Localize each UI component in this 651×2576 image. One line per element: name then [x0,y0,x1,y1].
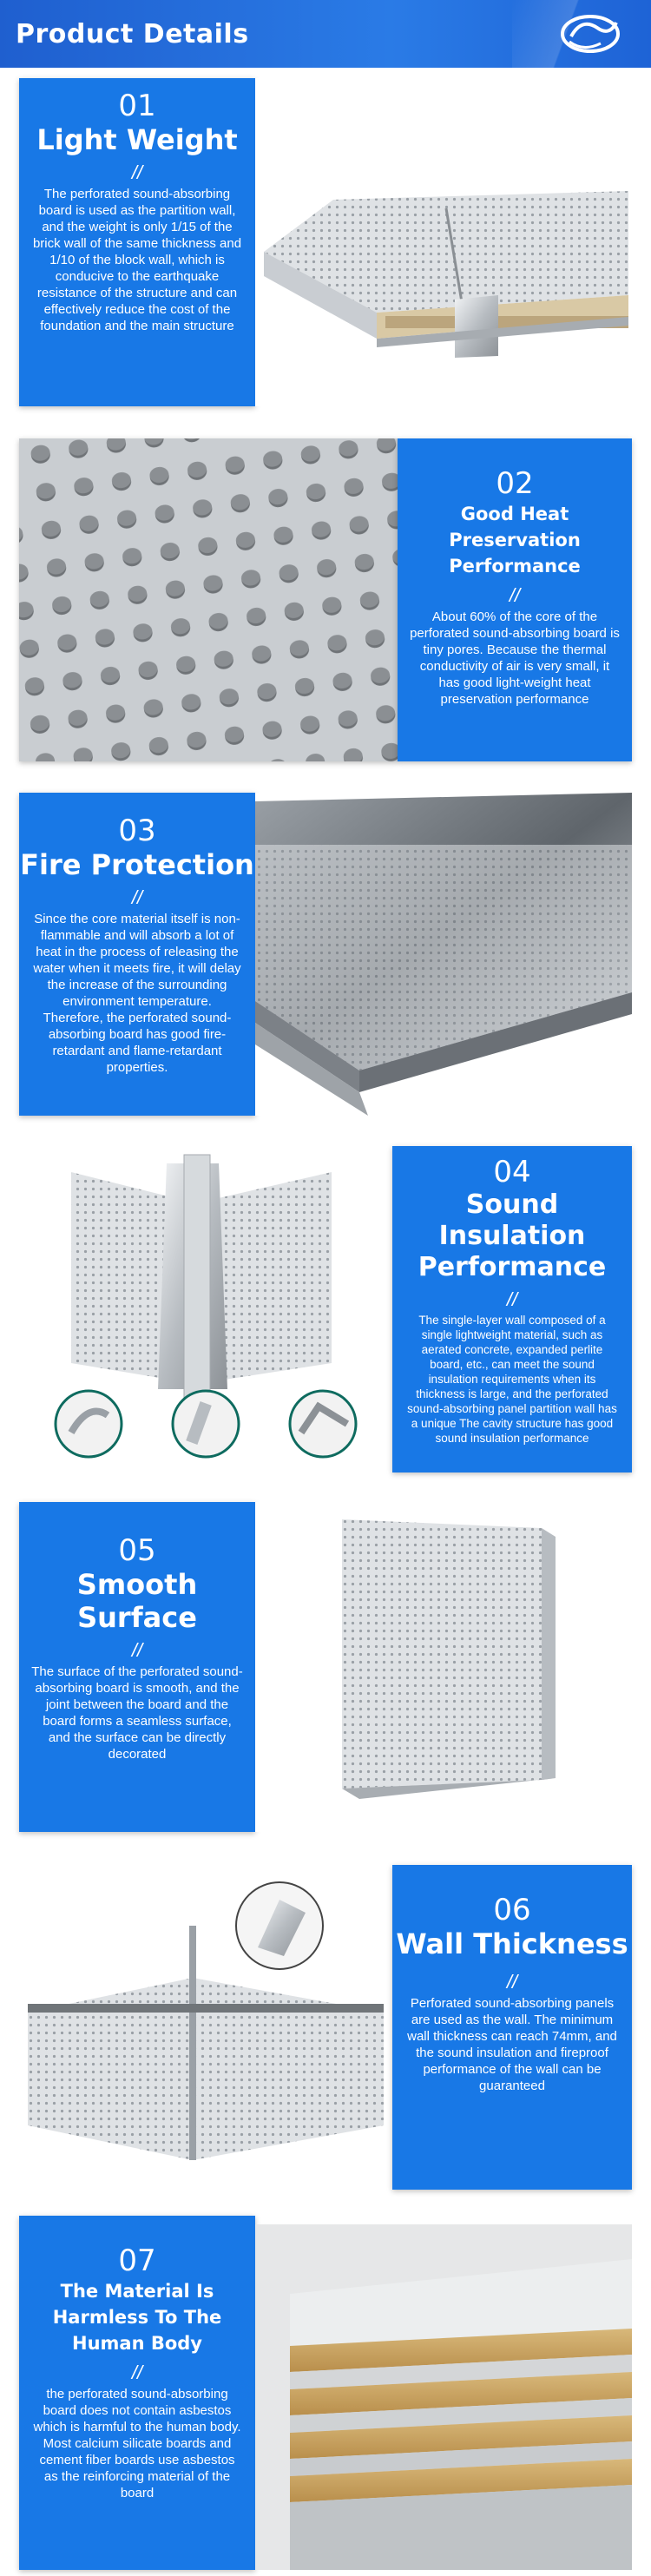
feature-title: The Material Is Harmless To The Human Body [52,2281,222,2354]
feature-card [392,1146,632,1472]
feature-section-smooth-surface [0,1502,651,1837]
feature-number: 03 [118,814,156,848]
feature-divider: // [131,161,143,183]
feature-description: Since the core material itself is non-flammable and will absorb a lot of heat in the process of releasing the water when it meets fire, it will delay the increase of the surrounding environment temperature. Therefore, the perforated sound-absorbing board has good fire-retardant and flame-retardant properties. [33,912,241,1075]
feature-title: Good Heat Preservation Performance [449,504,581,576]
product-image-wall-assembly [19,1865,392,2190]
feature-divider: // [131,886,143,908]
feature-description: The perforated sound-absorbing board is used as the partition wall, and the weight is only 1/15 of the brick wall of the same thickness and 1/10 of the block wall, which is conducive to the earthquake resistance of the structure and can effectively reduce the cost of the foundation and the main structure [32,187,242,333]
feature-number: 06 [493,1893,531,1927]
feature-section-fire-protection [0,793,651,1121]
feature-description: The single-layer wall composed of a single lightweight material, such as aerated concrete, expanded perlite board, etc., can meet the sound insulation requirements when its thickness is large, and the perforated sound-absorbing panel partition wall has a unique The cavity structure has good sound insulation performance [407,1314,617,1445]
feature-section-light-weight [0,78,651,415]
feature-description: About 60% of the core of the perforated sound-absorbing board is tiny pores. Because the thermal conductivity of air is very small, it has good light-weight heat preservation performance [410,609,620,707]
feature-divider: // [131,1639,143,1661]
feature-divider: // [509,584,521,606]
header-bar [0,0,651,68]
feature-section-sound-insulation [0,1146,651,1472]
feature-title: Sound Insulation Performance [418,1189,607,1282]
product-image-rockwool-panels [255,2224,632,2570]
feature-divider: // [506,1288,518,1310]
feature-number: 07 [118,2243,156,2278]
feature-number: 05 [118,1533,156,1568]
feature-card [19,78,255,406]
feature-number: 01 [118,89,156,123]
product-image-panel-joint [255,78,632,406]
product-image-stacked-boards [255,793,632,1116]
feature-title: Light Weight [36,123,238,156]
feature-title: Smooth Surface [76,1568,198,1634]
feature-number: 04 [493,1155,531,1189]
feature-description: the perforated sound-absorbing board does not contain asbestos which is harmful to the human body. Most calcium silicate boards and cement fiber boards use asbestos as the reinforcing material of the board [33,2387,241,2500]
feature-card [392,1865,632,2190]
feature-card [19,793,255,1116]
page-title: Product Details [16,19,249,49]
feature-section-harmless-material [0,2216,651,2572]
feature-divider: // [506,1971,518,1993]
feature-title: Wall Thickness [396,1927,628,1960]
feature-card [398,438,632,761]
feature-description: Perforated sound-absorbing panels are used as the wall. The minimum wall thickness can reach 74mm, and the sound insulation and fireproof performance of the wall can be guaranteed [407,1996,617,2093]
product-image-partition-joint [19,1146,392,1472]
logo-icon [556,10,625,57]
feature-number: 02 [496,466,534,501]
product-image-single-panel [255,1502,632,1832]
feature-description: The surface of the perforated sound-absorbing board is smooth, and the joint between the board and the board forms a seamless surface, and the surface can be directly decorated [31,1664,243,1762]
feature-section-heat-preservation [0,438,651,767]
feature-card [19,1502,255,1832]
product-image-perforated-closeup [19,438,398,761]
feature-divider: // [131,2362,143,2383]
feature-title: Fire Protection [20,848,254,881]
feature-card [19,2216,255,2570]
feature-section-wall-thickness [0,1865,651,2195]
